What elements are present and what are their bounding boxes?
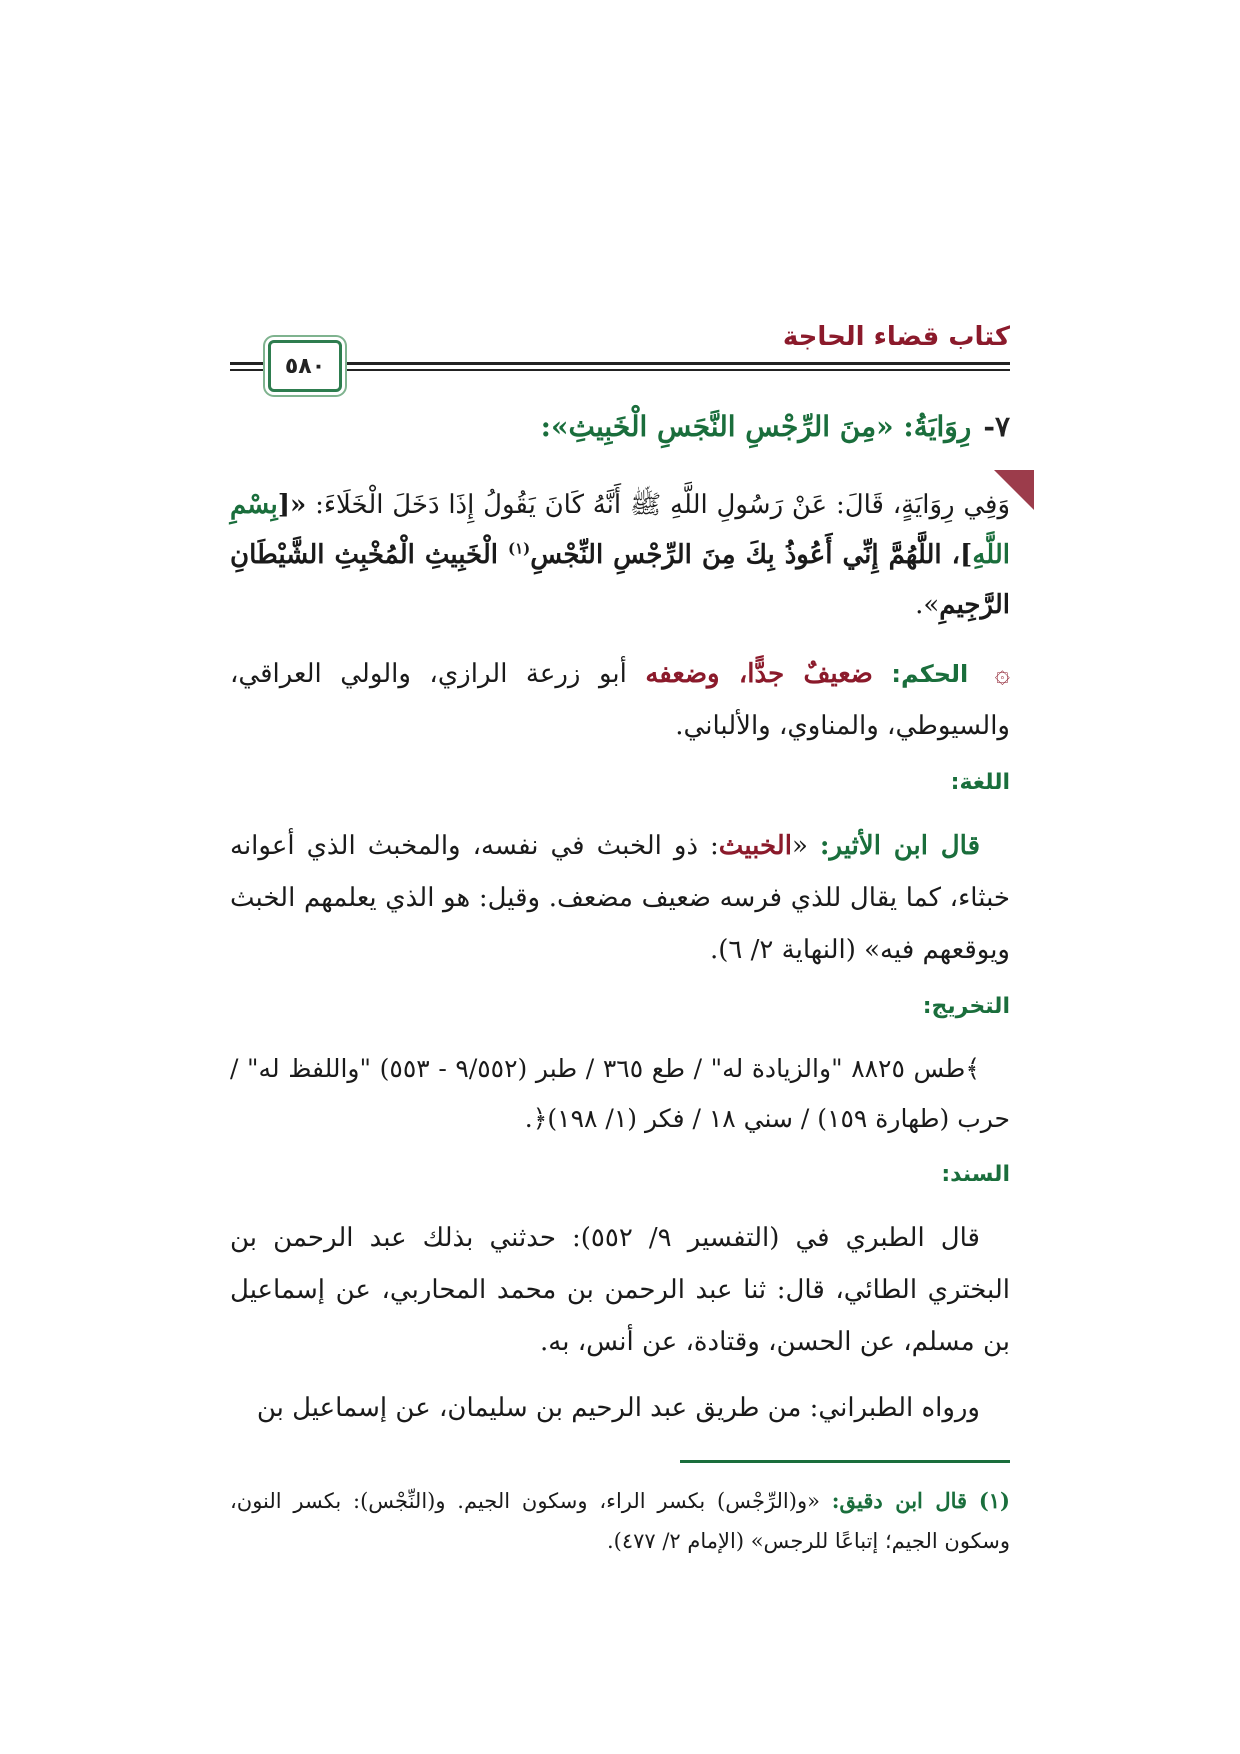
hadith-end: ». [915,590,940,620]
section-heading [230,404,1010,450]
lugha-paragraph [230,820,1010,976]
section-title: رِوَايَةُ: «مِنَ الرِّجْسِ النَّجَسِ الْخَبِيثِ»: [540,410,972,443]
footnote-marker-label: (١) [978,1488,1010,1513]
lugha-speaker: قال ابن الأثير: [819,831,980,861]
dua-part-1: اللَّهُمَّ إِنِّي أَعُوذُ بِكَ مِنَ الرِّجْسِ النِّجْسِ [530,540,942,570]
ruling-grade: ضعيفٌ جدًّا، وضعفه [645,659,873,689]
footnote [230,1481,1010,1561]
book-title: كتاب قضاء الحاجة [782,322,1010,352]
lugha-text: : ذو الخبث في نفسه، والمخبث الذي أعوانه خبثاء، كما يقال للذي فرسه ضعيف مضعف. وقيل: هو الذي يعلمهم الخبث ويوقعهم فيه» (النهاية ٢/ ٦). [230,831,1010,965]
sanad-heading: السند: [941,1162,1010,1187]
page-header [230,300,1010,390]
quote-open: «[ [277,490,307,520]
bracket-close: ]، [941,540,973,570]
page [230,300,1010,1561]
triangle-corner-icon [994,470,1034,510]
basmala: بِسْمِ اللَّهِ [230,490,1011,570]
ruling-paragraph [230,648,1010,752]
ruling-label: الحكم: [891,660,969,688]
header-rule-secondary [230,369,1010,371]
lugha-heading: اللغة: [950,770,1010,795]
hadith-intro: وَفِي رِوَايَةٍ، قَالَ: عَنْ رَسُولِ اللَّهِ ﷺ أَنَّهُ كَانَ يَقُولُ إِذَا دَخَلَ الْخَلَاءَ: [315,490,1011,520]
dua-part-2: الْخَبِيثِ الْمُخْبِثِ الشَّيْطَانِ الرَّجِيمِ [230,540,1010,620]
page-number-badge [268,340,342,392]
footnote-text: «و(الرِّجْس) بكسر الراء، وسكون الجيم. و(النِّجْس): بكسر النون، وسكون الجيم؛ إتباعًا للرجس» (الإمام ٢/ ٤٧٧). [230,1489,1010,1553]
lugha-word: الخبيث [718,831,792,861]
hadith-text [230,480,1010,630]
page-number: ٥٨٠ [284,353,326,379]
ruling-text: أبو زرعة الرازي، والولي العراقي، والسيوطي، والمناوي، والألباني. [230,659,1010,741]
footnote-marker[interactable]: (١) [507,539,531,558]
sanad-paragraph-1: قال الطبري في (التفسير ٩/ ٥٥٢): حدثني بذلك عبد الرحمن بن البختري الطائي، قال: ثنا عبد الرحمن بن محمد المحاربي، عن إسماعيل بن مسلم، عن الحسن، وقتادة، عن أنس، به. [230,1223,1010,1357]
footnote-divider [680,1460,1010,1463]
flower-ornament-icon: ۞ [994,659,1010,689]
header-rule [230,362,1010,365]
footnote-label: قال ابن دقيق: [831,1488,968,1513]
section-number: ٧- [983,410,1010,443]
takhrij-heading: التخريج: [922,994,1010,1019]
lugha-quote-open: « [791,831,820,861]
sanad-paragraph-2: ورواه الطبراني: من طريق عبد الرحيم بن سليمان، عن إسماعيل بن [256,1393,980,1423]
takhrij-text: ﴾طس ٨٨٢٥ "والزيادة له" / طع ٣٦٥ / طبر (٩/٥٥٢ - ٥٥٣) "واللفظ له" / حرب (طهارة ١٥٩) / سني ١٨ / فكر (١/ ١٩٨)﴿. [230,1054,1010,1133]
